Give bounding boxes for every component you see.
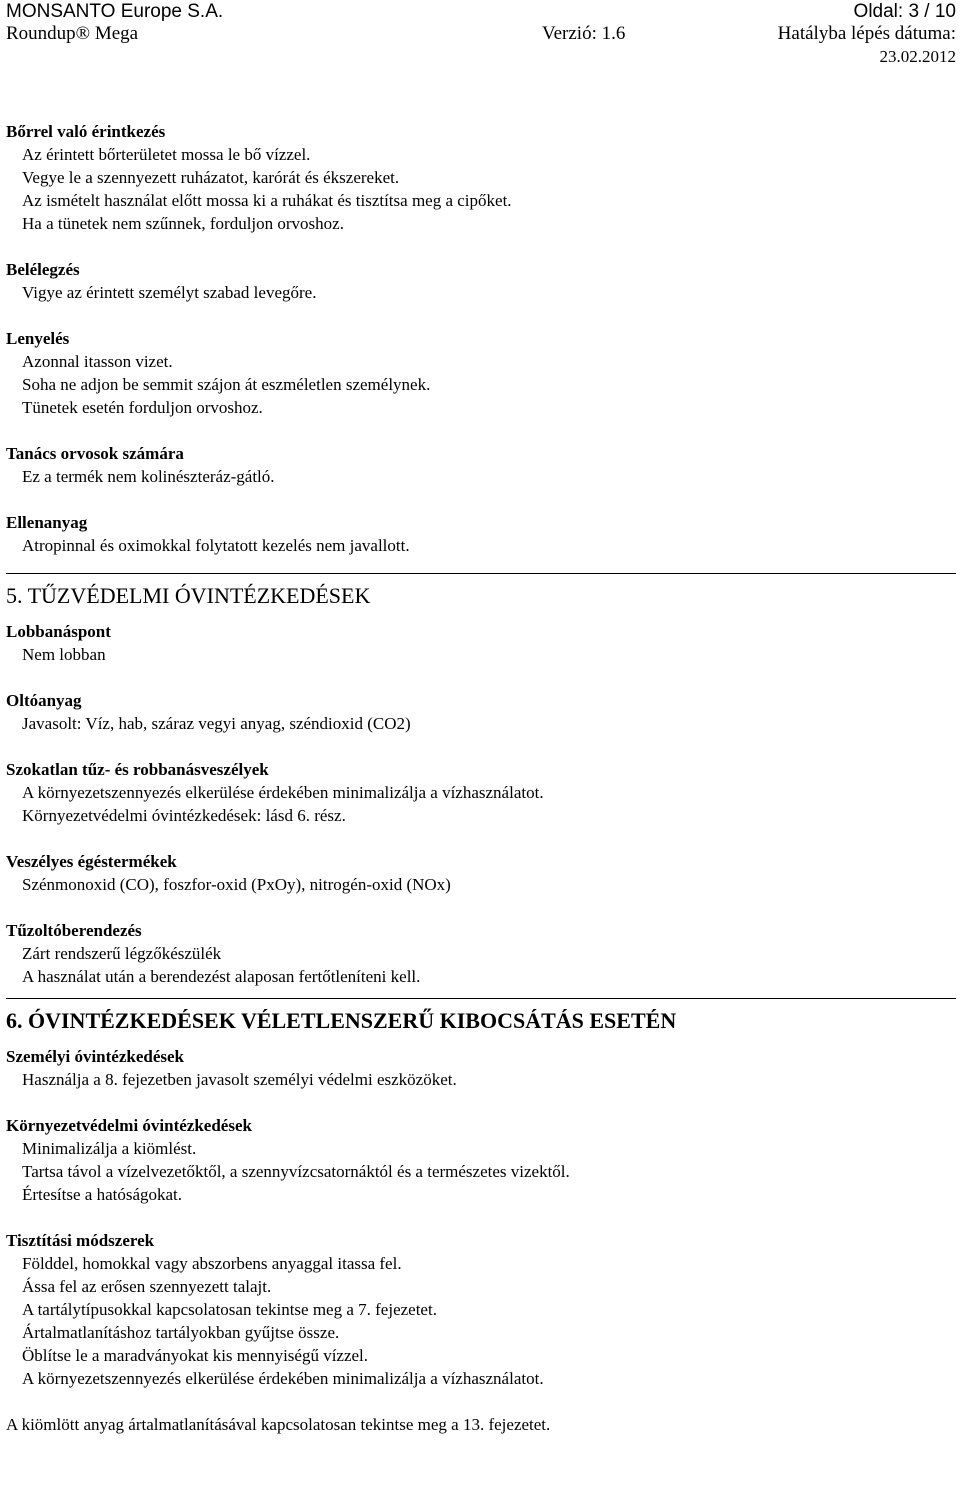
text-line: Szénmonoxid (CO), foszfor-oxid (PxOy), nitrogén-oxid (NOx) [22, 875, 451, 894]
fire-hazards-heading: Szokatlan tűz- és robbanásveszélyek [6, 760, 269, 779]
extinguishing-media-heading: Oltóanyag [6, 691, 82, 710]
section-5-title: 5. TŰZVÉDELMI ÓVINTÉZKEDÉSEK [6, 583, 371, 608]
flash-point-heading: Lobbanáspont [6, 622, 111, 641]
section-6-title: 6. ÓVINTÉZKEDÉSEK VÉLETLENSZERŰ KIBOCSÁTÁS ESETÉN [6, 1008, 677, 1033]
text-line: A környezetszennyezés elkerülése érdekében minimalizálja a vízhasználatot. [22, 783, 544, 802]
text-line: Tünetek esetén forduljon orvoshoz. [22, 398, 263, 417]
text-line: Vegye le a szennyezett ruházatot, karórát és ékszereket. [22, 168, 400, 187]
text-line: A környezetszennyezés elkerülése érdekében minimalizálja a vízhasználatot. [22, 1369, 544, 1388]
section-divider [6, 998, 956, 999]
text-line: Értesítse a hatóságokat. [22, 1185, 183, 1204]
text-line: Ez a termék nem kolinészteráz-gátló. [22, 467, 275, 486]
text-line: Az ismételt használat előtt mossa ki a ruhákat és tisztítsa meg a cipőket. [22, 191, 512, 210]
text-line: A használat után a berendezést alaposan fertőtleníteni kell. [22, 967, 421, 986]
text-line: Földdel, homokkal vagy abszorbens anyaggal itassa fel. [22, 1254, 402, 1273]
page-number: Oldal: 3 / 10 [853, 1, 956, 22]
section-divider [6, 573, 956, 574]
effective-date-label: Hatályba lépés dátuma: [777, 23, 956, 44]
text-line: Ártalmatlanításhoz tartályokban gyűjtse össze. [22, 1323, 340, 1342]
final-note: A kiömlött anyag ártalmatlanításával kapcsolatosan tekintse meg a 13. fejezetet. [6, 1415, 551, 1434]
text-line: Ha a tünetek nem szűnnek, forduljon orvoshoz. [22, 214, 344, 233]
text-line: Ássa fel az erősen szennyezett talajt. [22, 1277, 272, 1296]
cleanup-methods-heading: Tisztítási módszerek [6, 1231, 155, 1250]
text-line: Tartsa távol a vízelvezetőktől, a szennyvízcsatornáktól és a természetes vizektől. [22, 1162, 570, 1181]
header-row-2 [6, 22, 956, 46]
product-name: Roundup® Mega [6, 23, 139, 44]
environmental-precautions-heading: Környezetvédelmi óvintézkedések [6, 1116, 252, 1135]
inhalation-heading: Belélegzés [6, 260, 80, 279]
personal-precautions-heading: Személyi óvintézkedések [6, 1047, 184, 1066]
doctor-advice-heading: Tanács orvosok számára [6, 444, 184, 463]
text-line: Zárt rendszerű légzőkészülék [22, 944, 222, 963]
text-line: Minimalizálja a kiömlést. [22, 1139, 197, 1158]
firefighting-equipment-heading: Tűzoltóberendezés [6, 921, 142, 940]
text-line: Környezetvédelmi óvintézkedések: lásd 6. rész. [22, 806, 346, 825]
text-line: Az érintett bőrterületet mossa le bő vízzel. [22, 145, 311, 164]
text-line: Azonnal itasson vizet. [22, 352, 173, 371]
text-line: Öblítse le a maradványokat kis mennyiségű vízzel. [22, 1346, 369, 1365]
effective-date: 23.02.2012 [879, 47, 956, 66]
text-line: Használja a 8. fejezetben javasolt személyi védelmi eszközöket. [22, 1070, 457, 1089]
company-name: MONSANTO Europe S.A. [6, 1, 224, 22]
text-line: Soha ne adjon be semmit szájon át eszméletlen személynek. [22, 375, 431, 394]
text-line: Javasolt: Víz, hab, száraz vegyi anyag, széndioxid (CO2) [22, 714, 411, 733]
antidote-heading: Ellenanyag [6, 513, 88, 532]
combustion-products-heading: Veszélyes égéstermékek [6, 852, 177, 871]
text-line: Vigye az érintett személyt szabad levegőre. [22, 283, 317, 302]
document-body [6, 120, 956, 1436]
text-line: Atropinnal és oximokkal folytatott kezelés nem javallott. [22, 536, 410, 555]
text-line: A tartálytípusokkal kapcsolatosan tekintse meg a 7. fejezetet. [22, 1300, 437, 1319]
ingestion-heading: Lenyelés [6, 329, 70, 348]
text-line: Nem lobban [22, 645, 106, 664]
header-row-1 [6, 0, 956, 24]
version-label: Verzió: 1.6 [542, 23, 626, 44]
skin-contact-heading: Bőrrel való érintkezés [6, 122, 166, 141]
